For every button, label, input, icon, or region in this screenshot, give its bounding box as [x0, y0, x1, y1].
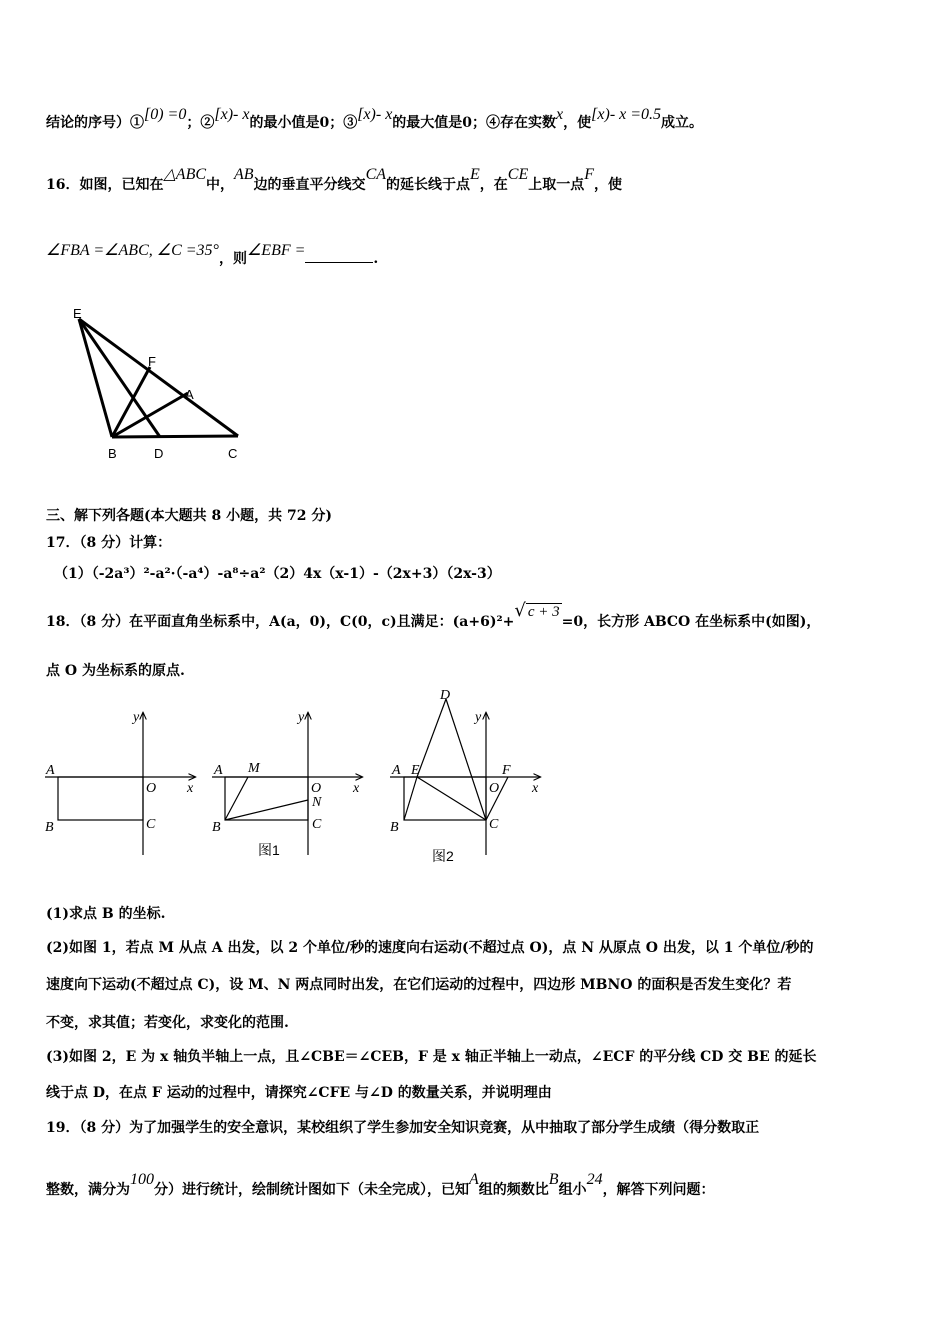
q18-sub2c: 不变，求其值；若变化，求变化的范围.: [46, 1015, 289, 1031]
answer-blank: [305, 250, 373, 263]
math-var: x: [556, 106, 564, 123]
point-C: C: [312, 817, 322, 832]
q18-sub2a: (2)如图 1，若点 M 从点 A 出发，以 2 个单位/秒的速度向右运动(不超过点 O)，点 N 从原点 O 出发，以 1 个单位/秒的: [46, 940, 814, 956]
q18-sub3a: (3)如图 2，E 为 x 轴负半轴上一点，且∠CBE＝∠CEB，F 是 x 轴正半轴上一动点，∠ECF 的平分线 CD 交 BE 的延长: [46, 1049, 817, 1065]
point-O: O: [489, 781, 500, 796]
point-A: A: [46, 763, 55, 778]
q19-line1: 19．（8 分）为了加强学生的安全意识，某校组织了学生参加安全知识竞赛，从中抽取了部分学生成绩（得分数取正: [46, 1120, 760, 1136]
label-F: F: [148, 354, 156, 369]
point-C: C: [146, 817, 156, 832]
math-expr: [x)- x: [214, 106, 250, 123]
axis-x-label: x: [353, 781, 360, 796]
math-expr: [x)- x: [357, 106, 393, 123]
label-C: C: [228, 446, 238, 461]
q18-line1: 18．（8 分）在平面直角坐标系中，A(a，0)，C(0，c)且满足：(a+6)²+√ c + 3=0，长方形 ABCO 在坐标系中(如图)，: [46, 600, 821, 630]
point-B: B: [45, 820, 54, 835]
point-C: C: [489, 817, 499, 832]
point-O: O: [311, 781, 322, 796]
axis-x-label: x: [532, 781, 539, 796]
section-title: 三、解下列各题(本大题共 8 小题，共 72 分): [46, 508, 332, 524]
point-F: F: [502, 763, 511, 778]
q15-line: 结论的序号）①[0) =0；②[x)- x的最小值是0；③[x)- x的最大值是0；④存在实数x，使[x)- x =0.5成立。: [46, 106, 704, 131]
line-ED: [79, 319, 160, 437]
point-B: B: [390, 820, 399, 835]
point-M: M: [248, 761, 260, 776]
label-A: A: [185, 387, 194, 402]
line-EC: [79, 319, 238, 436]
q18-sub3b: 线于点 D，在点 F 运动的过程中，请探究∠CFE 与∠D 的数量关系，并说明理由: [46, 1085, 552, 1101]
point-A: A: [392, 763, 401, 778]
math-condition: ∠FBA =∠ABC, ∠C =35°: [46, 242, 219, 259]
q17-head: 17．（8 分）计算：: [46, 535, 172, 551]
q16-line2: ∠FBA =∠ABC, ∠C =35°，则∠EBF = .: [46, 242, 379, 267]
axis-x-label: x: [187, 781, 194, 796]
q18-sub2b: 速度向下运动(不超过点 C)，设 M、N 两点同时出发，在它们运动的过程中，四边形 MBNO 的面积是否发生变化？若: [46, 977, 792, 993]
figure-base: [45, 713, 195, 855]
point-N: N: [312, 795, 322, 810]
point-B: B: [212, 820, 221, 835]
axis-y-label: y: [298, 710, 305, 725]
label-B: B: [108, 446, 117, 461]
q19-line2: 整数，满分为100分）进行统计，绘制统计图如下（未全完成），已知A组的频数比B组小24，解答下列问题：: [46, 1171, 715, 1198]
caption-fig2: 图2: [432, 848, 454, 864]
point-E: E: [411, 763, 420, 778]
point-D: D: [440, 688, 451, 703]
label-D: D: [154, 446, 164, 461]
axis-y-label: y: [133, 710, 140, 725]
math-expr: [x)- x =0.5: [591, 106, 662, 123]
q18-line2: 点 O 为坐标系的原点.: [46, 663, 185, 679]
caption-fig1: 图1: [258, 842, 280, 858]
q18-sub1: (1)求点 B 的坐标.: [46, 906, 166, 922]
q17-body: （1）（-2a³）²-a²·（-a⁴）-a⁸÷a²（2）4x（x-1）-（2x+3）（2x-3）: [54, 566, 501, 582]
sqrt-expr: √ c + 3: [514, 600, 560, 621]
q18-figures: [40, 685, 560, 870]
q16-line1: 16．如图，已知在△ABC中，AB边的垂直平分线交CA的延长线于点E，在CE上取一点F，使: [46, 166, 623, 193]
line-EB: [79, 319, 112, 437]
figure-1: [212, 713, 362, 855]
axis-y-label: y: [475, 710, 482, 725]
point-O: O: [146, 781, 157, 796]
point-A: A: [214, 763, 223, 778]
label-E: E: [73, 306, 82, 321]
math-expr: [0) =0: [144, 106, 187, 123]
q16-triangle-figure: [60, 300, 260, 470]
line-BC: [112, 436, 238, 437]
